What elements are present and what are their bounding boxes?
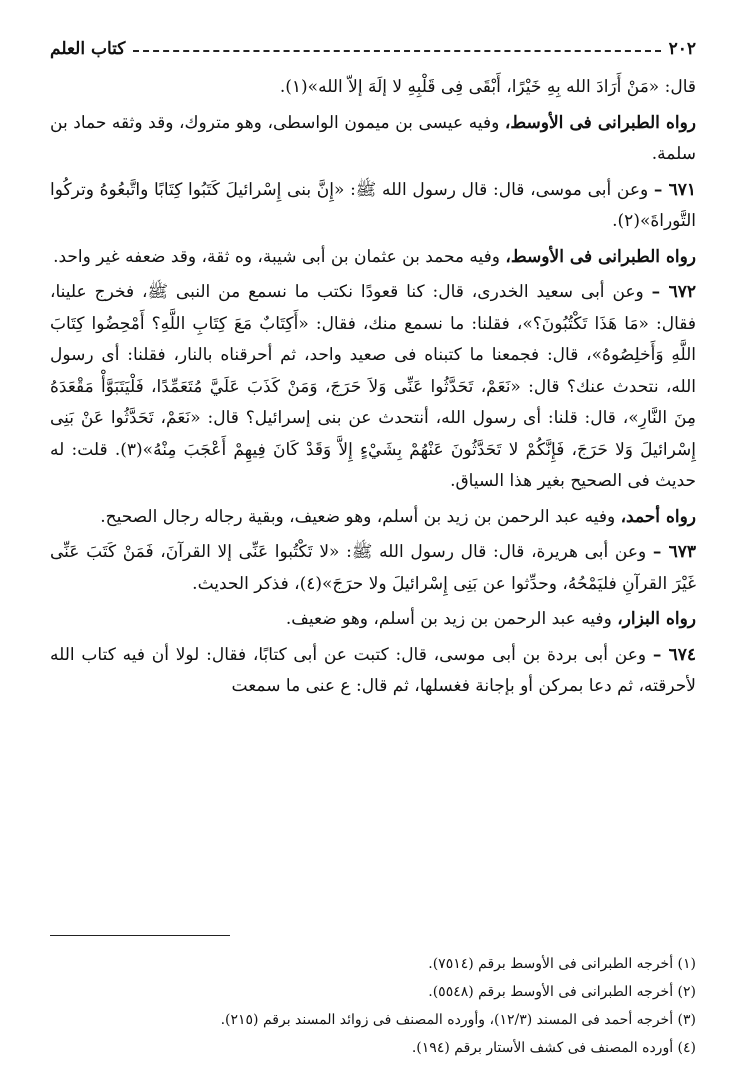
hadith-number: ٦٧٤ – — [652, 644, 696, 665]
footnote: (٣) أخرجه أحمد فى المسند (١٢/٣)، وأورده المصنف فى زوائد المسند برقم (٢١٥). — [220, 1012, 696, 1028]
paragraph — [50, 502, 696, 534]
footnotes — [50, 950, 696, 1062]
paragraph — [50, 604, 696, 636]
paragraph — [50, 175, 696, 238]
footnote: (٢) أخرجه الطبرانى فى الأوسط برقم (٥٥٤٨). — [428, 984, 696, 1000]
footnote-separator — [50, 935, 230, 936]
paragraph-text: وفيه عيسى بن ميمون الواسطى، وهو متروك، وقد وثقه حماد بن سلمة. — [50, 112, 696, 164]
book-title: كتاب العلم — [50, 39, 126, 59]
paragraph-text: وفيه عبد الرحمن بن زيد بن أسلم، وهو ضعيف، وبقية رجاله رجال الصحيح. — [100, 506, 621, 527]
hadith-number: ٦٧٣ – — [652, 542, 696, 562]
paragraph — [50, 640, 696, 703]
paragraph — [50, 72, 696, 104]
paragraph-text: وعن أبى بردة بن أبى موسى، قال: كتبت عن أبى كتابًا، فقال: لولا أن فيه كتاب الله لأحرقته، ثم دعا بمركن أو بإجانة فغسلها، ثم قال: ع عنى ما سمعت — [50, 644, 696, 696]
paragraph-lead: رواه الطبرانى فى الأوسط، — [504, 112, 697, 133]
hadith-number: ٦٧٢ – — [651, 282, 696, 302]
paragraph-text: وفيه عبد الرحمن بن زيد بن أسلم، وهو ضعيف. — [285, 609, 618, 629]
paragraph-lead: رواه الطبرانى فى الأوسط، — [505, 246, 696, 267]
paragraph-text: وعن أبى سعيد الخدرى، قال: كنا قعودًا نكتب ما نسمع من النبى ﷺ، فخرج علينا، فقال: «مَا هَذَا تَكْتُبُونَ؟»، فقلنا: ما نسمع منك، فقال: «أَكِتَابٌ مَعَ كِتَابِ اللَّهِ؟ أَمْحِضُوا كِتَابَ اللَّهِ وَأَخلِصُوهُ»، قال: فجمعنا ما كتبناه فى صعيد واحد، ثم أحرقناه بالنار، فقلنا: أى رسول الله، نتحدث عنك؟ قال: «نَعَمْ، تَحَدَّثُوا عَنِّى وَلاَ حَرَجَ، وَمَنْ كَذَبَ عَلَيَّ مُتَعَمِّدًا، فَلْيَتَبَوَّأْ مَقْعَدَهُ مِنَ النَّارِ»، قال: قلنا: أى رسول الله، أنتحدث عن بنى إسرائيل؟ قال: «نَعَمْ، تَحَدَّثُوا عَنْ بَنِى إِسْرائيلَ وَلا حَرَجَ، فَإِنَّكُمْ لا تَحَدَّثُونَ عَنْهُمْ بِشَيْءٍ إِلاَّ وَقَدْ كَانَ فِيهِمْ أَعْجَبَ مِنْهُ»(٣). قلت: له حديث فى الصحيح بغير هذا السياق. — [50, 282, 696, 491]
footnote: (١) أخرجه الطبرانى فى الأوسط برقم (٧٥١٤). — [428, 956, 696, 972]
hadith-number: ٦٧١ – — [653, 179, 696, 200]
paragraph-lead: رواه البزار، — [617, 609, 696, 629]
paragraph-text: وعن أبى موسى، قال: قال رسول الله ﷺ: «إِنَّ بنى إِسْرائيلَ كَتَبُوا كِتَابًا واتَّبعُوهُ وتركُوا التَّوراةَ»(٢). — [50, 179, 696, 231]
paragraph-text: قال: «مَنْ أَرَادَ الله بِهِ خَيْرًا، أَبْقَى فِى قَلْبِهِ لا إلَهَ إلاّ الله»(١). — [279, 77, 696, 97]
main-text — [50, 72, 696, 707]
paragraph-text: وفيه محمد بن عثمان بن أبى شيبة، وه ثقة، وقد ضعفه غير واحد. — [53, 246, 506, 267]
footnote: (٤) أورده المصنف فى كشف الأستار برقم (١٩٤). — [411, 1040, 696, 1056]
page-number: ٢٠٢ — [668, 39, 696, 59]
paragraph-lead: رواه أحمد، — [620, 506, 696, 527]
paragraph — [50, 277, 696, 498]
paragraph — [50, 537, 696, 600]
paragraph — [50, 108, 696, 171]
paragraph-text: وعن أبى هريرة، قال: قال رسول الله ﷺ: «لا تَكْتُبوا عَنِّى إلا القرآنَ، فَمَنْ كَتَبَ عَنِّى غَيْرَ القرآنِ فليَمْحُهُ، وحدِّثوا عن بَنِى إِسْرائيلَ ولا حرَجَ»(٤)، فذكر الحديث. — [50, 542, 696, 594]
paragraph — [50, 242, 696, 274]
header-dashed-rule — [133, 50, 660, 52]
page-header — [50, 34, 696, 64]
